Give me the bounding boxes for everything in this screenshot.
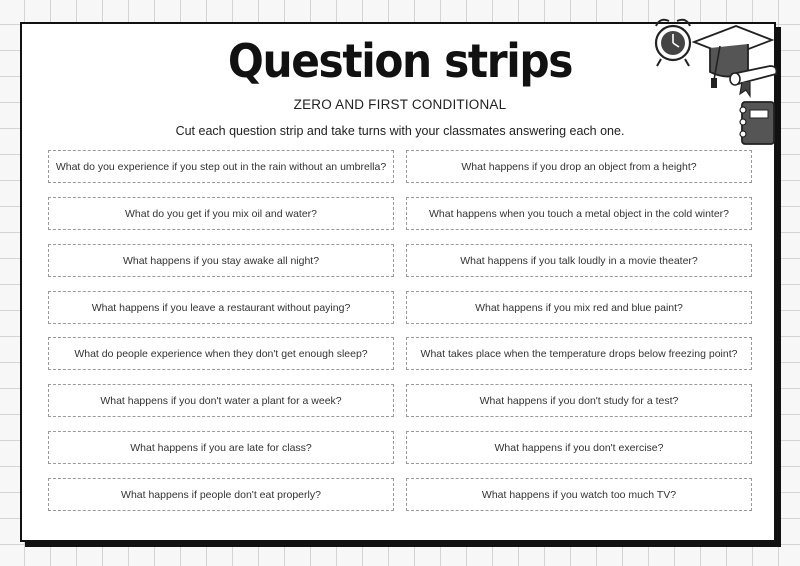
question-strip: What happens if you don't exercise? xyxy=(406,431,752,464)
notebook-icon xyxy=(736,98,780,148)
question-strip: What happens if you mix red and blue paint? xyxy=(406,291,752,324)
question-strip: What happens if you watch too much TV? xyxy=(406,478,752,511)
question-strip: What happens if you leave a restaurant without paying? xyxy=(48,291,394,324)
question-strip: What happens if people don't eat properly? xyxy=(48,478,394,511)
question-strip: What takes place when the temperature drops below freezing point? xyxy=(406,337,752,370)
worksheet-title: Question strips xyxy=(227,34,573,88)
question-strip: What happens if you talk loudly in a movie theater? xyxy=(406,244,752,277)
question-strip: What happens if you drop an object from a height? xyxy=(406,150,752,183)
question-strip: What do people experience when they don't get enough sleep? xyxy=(48,337,394,370)
question-strip: What happens if you don't water a plant for a week? xyxy=(48,384,394,417)
worksheet-instructions: Cut each question strip and take turns with your classmates answering each one. xyxy=(175,124,625,138)
worksheet-subtitle: ZERO AND FIRST CONDITIONAL xyxy=(293,97,507,112)
question-strip: What happens if you don't study for a test? xyxy=(406,384,752,417)
question-strip: What do you experience if you step out in the rain without an umbrella? xyxy=(48,150,394,183)
question-strip: What happens if you stay awake all night? xyxy=(48,244,394,277)
diploma-scroll-icon xyxy=(726,60,780,100)
question-strip: What do you get if you mix oil and water? xyxy=(48,197,394,230)
question-strip: What happens if you are late for class? xyxy=(48,431,394,464)
question-strip: What happens when you touch a metal object in the cold winter? xyxy=(406,197,752,230)
